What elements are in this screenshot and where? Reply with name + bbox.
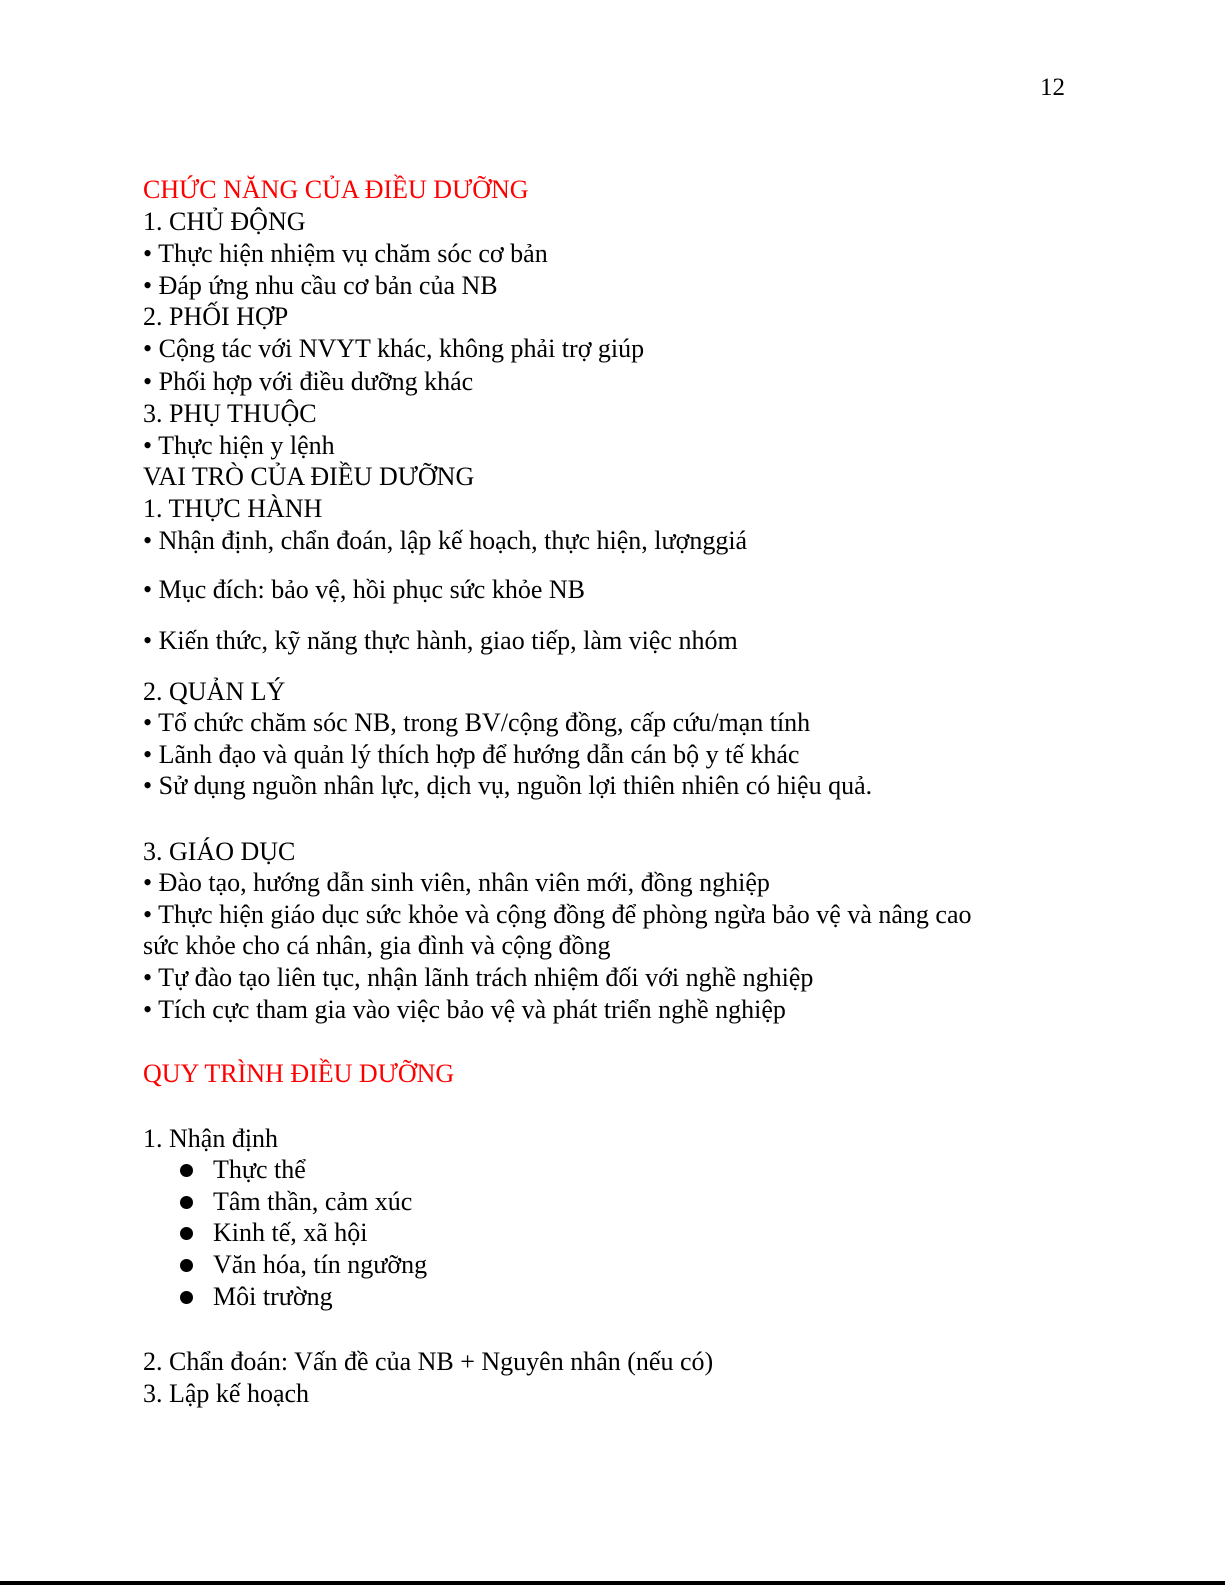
heading-thuc-hanh: 1. THỰC HÀNH: [143, 494, 323, 523]
heading-chu-dong: 1. CHỦ ĐỘNG: [143, 207, 306, 236]
list-item-continuation: sức khỏe cho cá nhân, gia đình và cộng đồng: [143, 931, 611, 960]
list-item: • Cộng tác với NVYT khác, không phải trợ giúp: [143, 334, 645, 363]
list-item: [180, 1281, 333, 1313]
list-item: [180, 1154, 306, 1186]
step-chan-doan: 2. Chẩn đoán: Vấn đề của NB + Nguyên nhân (nếu có): [143, 1347, 714, 1376]
list-item: • Đáp ứng nhu cầu cơ bản của NB: [143, 271, 498, 300]
bullet-dot-icon: [180, 1196, 193, 1209]
step-lap-ke-hoach: 3. Lập kế hoạch: [143, 1379, 310, 1408]
section-title-process: QUY TRÌNH ĐIỀU DƯỠNG: [143, 1059, 455, 1088]
list-item: • Kiến thức, kỹ năng thực hành, giao tiếp, làm việc nhóm: [143, 626, 738, 655]
list-item: • Lãnh đạo và quản lý thích hợp để hướng dẫn cán bộ y tế khác: [143, 740, 800, 769]
page-number: 12: [1040, 74, 1065, 101]
list-item-text: Tâm thần, cảm xúc: [213, 1187, 413, 1216]
heading-phoi-hop: 2. PHỐI HỢP: [143, 302, 289, 331]
heading-giao-duc: 3. GIÁO DỤC: [143, 837, 296, 866]
list-item: • Sử dụng nguồn nhân lực, dịch vụ, nguồn lợi thiên nhiên có hiệu quả.: [143, 771, 873, 800]
list-item: [180, 1186, 412, 1218]
list-item-text: Môi trường: [213, 1282, 333, 1311]
list-item: • Mục đích: bảo vệ, hồi phục sức khỏe NB: [143, 575, 585, 604]
section-title-functions: CHỨC NĂNG CỦA ĐIỀU DƯỠNG: [143, 175, 529, 204]
bullet-dot-icon: [180, 1227, 193, 1240]
list-item-text: Thực thể: [213, 1155, 306, 1184]
heading-phu-thuoc: 3. PHỤ THUỘC: [143, 399, 317, 428]
list-item: • Nhận định, chẩn đoán, lập kế hoạch, thực hiện, lượnggiá: [143, 526, 748, 555]
bullet-dot-icon: [180, 1259, 193, 1272]
step-nhan-dinh: 1. Nhận định: [143, 1124, 279, 1153]
list-item: • Thực hiện giáo dục sức khỏe và cộng đồng để phòng ngừa bảo vệ và nâng cao: [143, 900, 972, 929]
list-item: [180, 1217, 368, 1249]
list-item: • Phối hợp với điều dưỡng khác: [143, 367, 474, 396]
section-title-roles: VAI TRÒ CỦA ĐIỀU DƯỠNG: [143, 462, 475, 491]
list-item: [180, 1249, 427, 1281]
bullet-dot-icon: [180, 1164, 193, 1177]
heading-quan-ly: 2. QUẢN LÝ: [143, 677, 286, 706]
bottom-rule: [0, 1581, 1225, 1585]
list-item: • Thực hiện nhiệm vụ chăm sóc cơ bản: [143, 239, 548, 268]
list-item: • Tổ chức chăm sóc NB, trong BV/cộng đồng, cấp cứu/mạn tính: [143, 708, 811, 737]
list-item: • Đào tạo, hướng dẫn sinh viên, nhân viên mới, đồng nghiệp: [143, 868, 770, 897]
list-item-text: Kinh tế, xã hội: [213, 1218, 368, 1247]
list-item: • Tích cực tham gia vào việc bảo vệ và phát triển nghề nghiệp: [143, 995, 786, 1024]
bullet-dot-icon: [180, 1291, 193, 1304]
list-item: • Tự đào tạo liên tục, nhận lãnh trách nhiệm đối với nghề nghiệp: [143, 963, 814, 992]
list-item: • Thực hiện y lệnh: [143, 431, 335, 460]
list-item-text: Văn hóa, tín ngưỡng: [213, 1250, 428, 1279]
